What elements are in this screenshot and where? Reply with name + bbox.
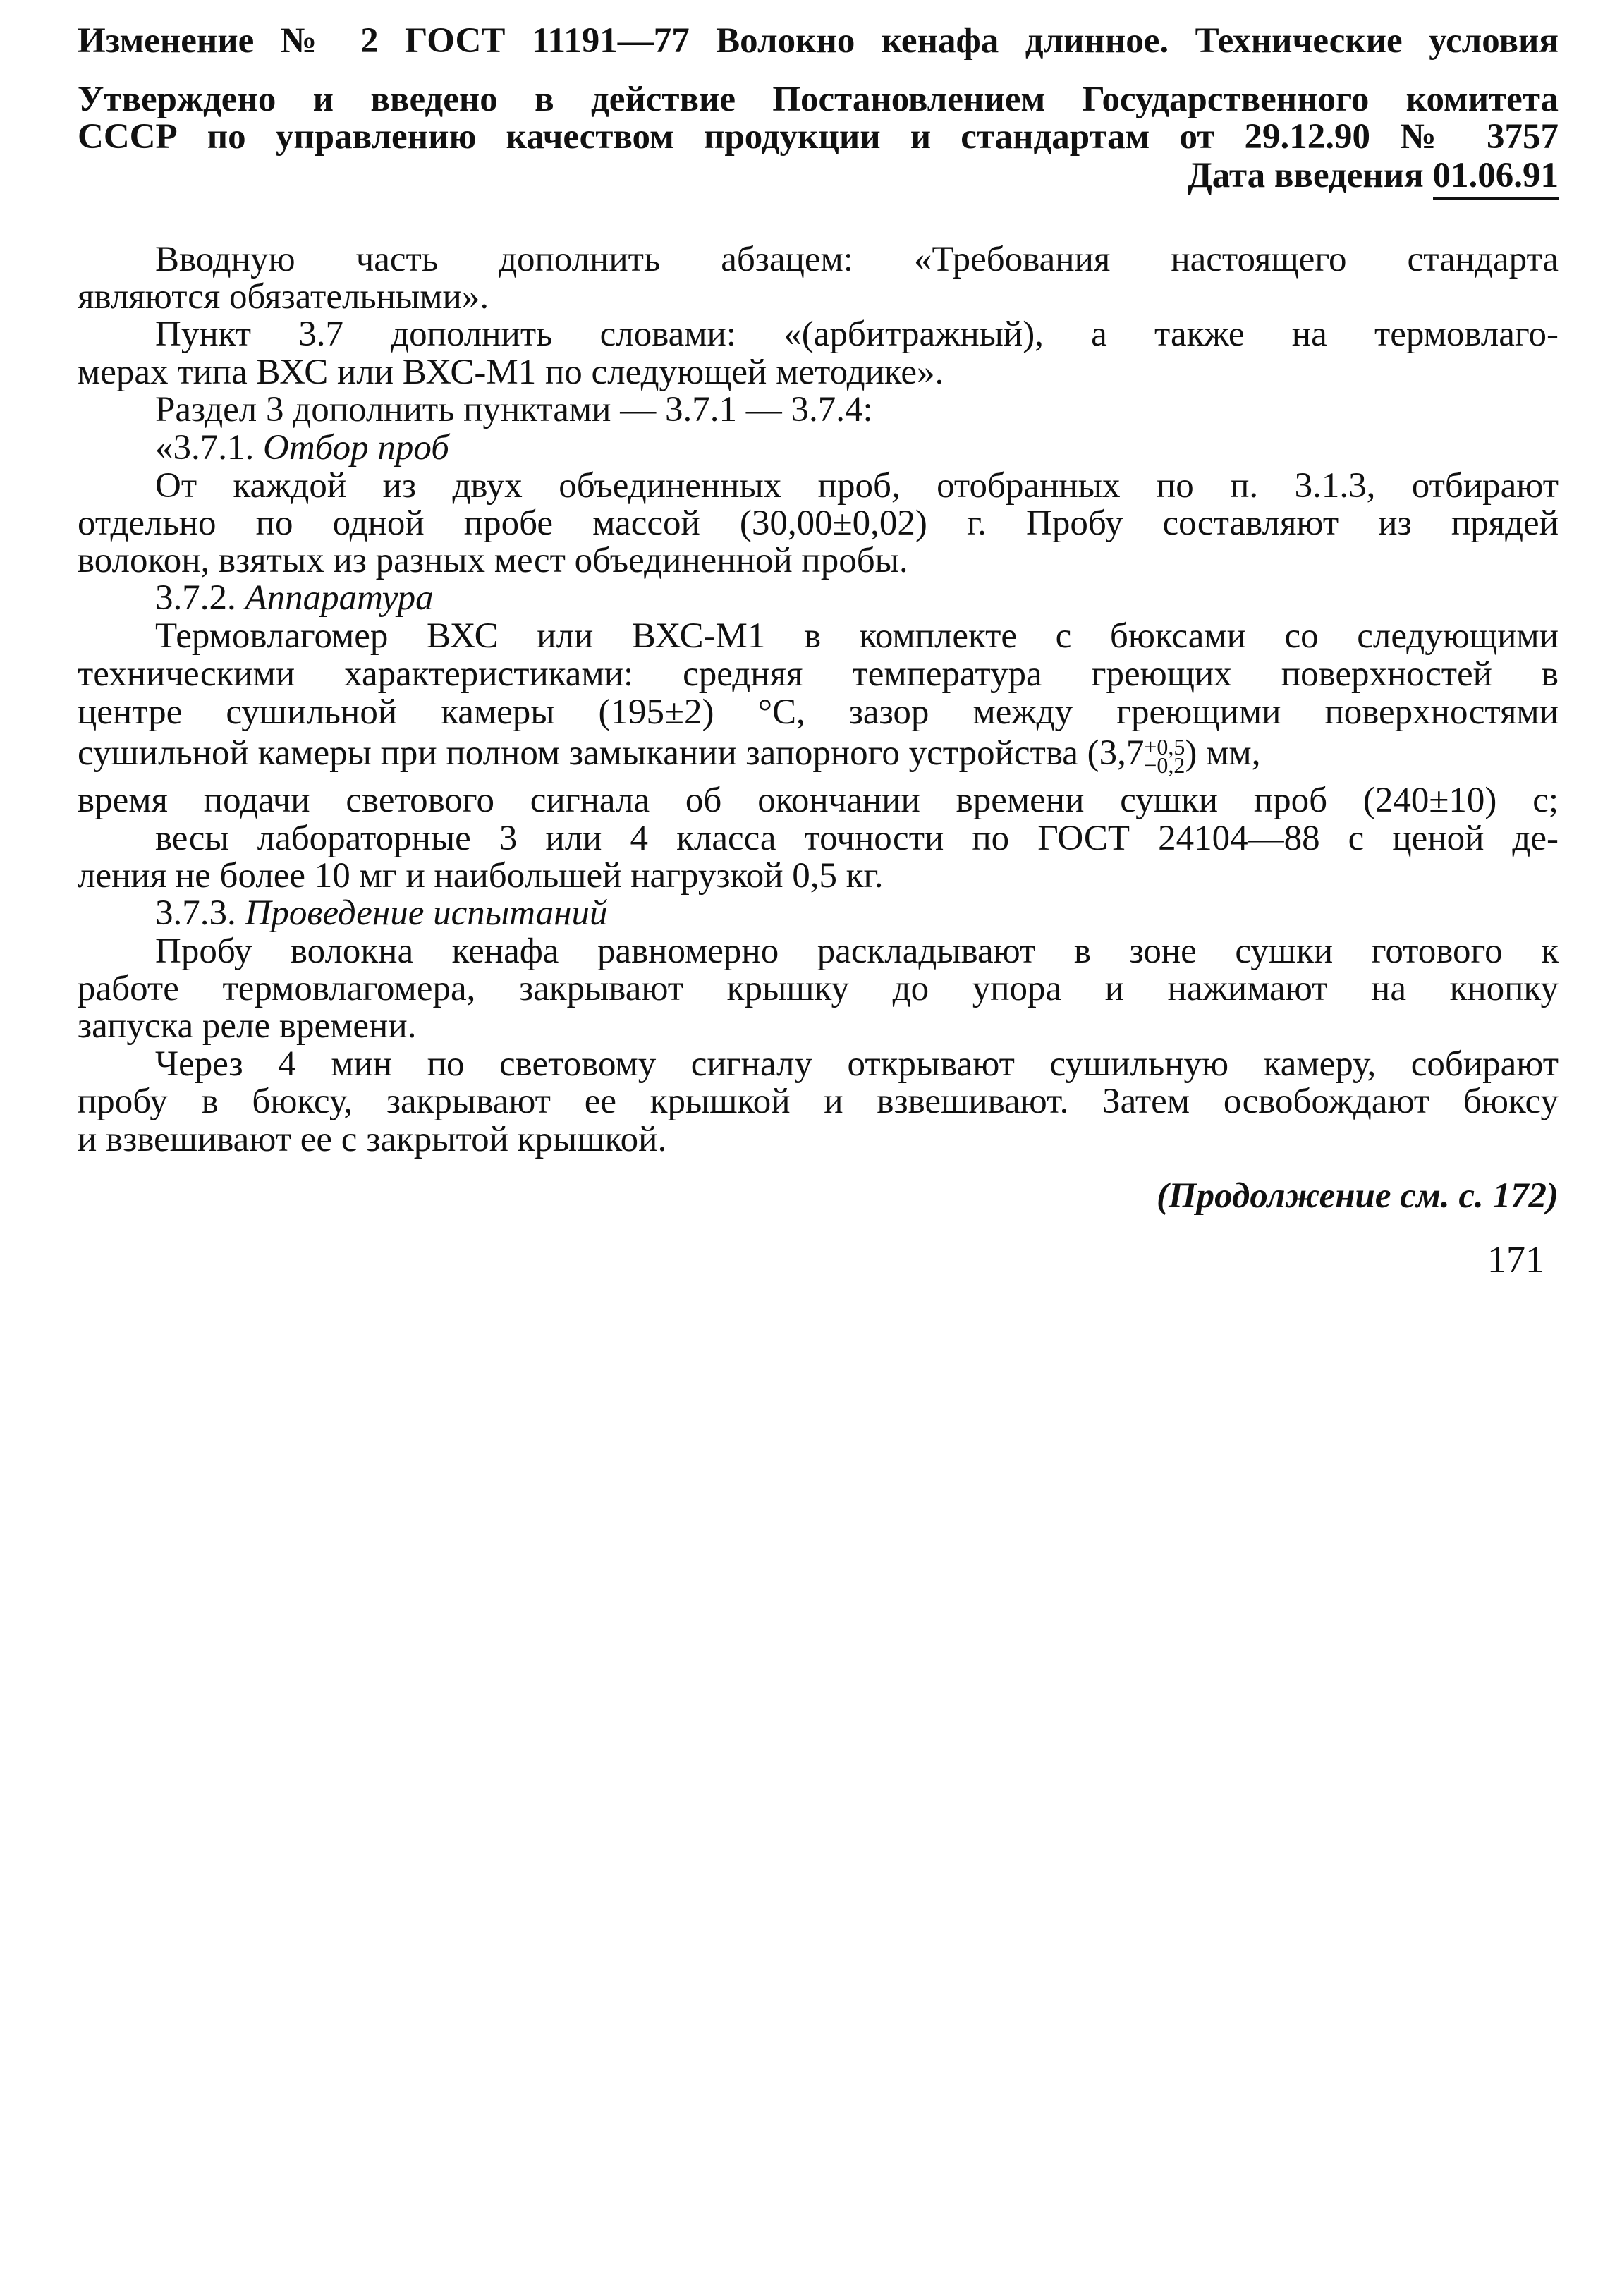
gap-spec-text: сушильной камеры при полном замыкании запорного устройства (3,7	[78, 733, 1145, 773]
heading-3-7-2	[155, 578, 1559, 618]
continuation-note: (Продолжение см. с. 172)	[1157, 1176, 1559, 1216]
para-3-7-3-line-5: пробу в бюксу, закрывают ее крышкой и взвешивают. Затем освобождают бюксу	[78, 1082, 1559, 1121]
heading-3-7-2-title: Аппаратура	[245, 578, 434, 618]
para-3-7-3-line-3: запуска реле времени.	[78, 1006, 417, 1046]
heading-3-7-3-number: 3.7.3.	[155, 893, 245, 933]
para-3-7-2-line-1: Термовлагомер ВХС или ВХС-М1 в комплекте с бюксами со следующими	[155, 616, 1559, 656]
page-number: 171	[1487, 1238, 1544, 1281]
para-3-7-3-line-2: работе термовлагомера, закрывают крышку до упора и нажимают на кнопку	[78, 969, 1559, 1008]
para-3-7-2-line-4	[78, 733, 1559, 778]
heading-3-7-3-title: Проведение испытаний	[245, 893, 608, 933]
para-3-7-2-line-7: ления не более 10 мг и наибольшей нагрузкой 0,5 кг.	[78, 856, 884, 896]
gap-tolerance	[1144, 734, 1185, 778]
para-3-7-1-line-2: отдельно по одной пробе массой (30,00±0,02) г. Пробу составляют из прядей	[78, 503, 1559, 543]
heading-3-7-1-number: «3.7.1.	[155, 428, 263, 468]
heading-3-7-3	[155, 893, 1559, 933]
intro-paragraph-line-2: являются обязательными».	[78, 277, 489, 317]
effective-date-label: Дата введения	[1187, 156, 1433, 195]
heading-3-7-2-number: 3.7.2.	[155, 578, 245, 618]
approval-line-1: Утверждено и введено в действие Постановлением Государственного комитета	[78, 80, 1559, 119]
approval-line-2: СССР по управлению качеством продукции и стандартам от 29.12.90 № 3757	[78, 117, 1559, 157]
intro-paragraph-line-1: Вводную часть дополнить абзацем: «Требования настоящего стандарта	[155, 240, 1559, 279]
para-3-7-2-line-3: центре сушильной камеры (195±2) °С, зазор между греющими поверхностями	[78, 692, 1559, 732]
para-3-7-1-line-1: От каждой из двух объединенных проб, отобранных по п. 3.1.3, отбирают	[155, 466, 1559, 506]
gap-tolerance-upper: +0,5	[1144, 734, 1185, 760]
section-3-addition: Раздел 3 дополнить пунктами — 3.7.1 — 3.7.4:	[155, 390, 873, 429]
item-3-7-line-2: мерах типа ВХС или ВХС-М1 по следующей методике».	[78, 353, 944, 392]
item-3-7-line-1: Пункт 3.7 дополнить словами: «(арбитражный), а также на термовлаго-	[155, 315, 1559, 354]
document-title: Изменение № 2 ГОСТ 11191—77 Волокно кенафа длинное. Технические условия	[78, 21, 1559, 61]
effective-date-value: 01.06.91	[1433, 156, 1559, 200]
para-3-7-2-line-2: техническими характеристиками: средняя температура греющих поверхностей в	[78, 654, 1559, 694]
heading-3-7-1-title: Отбор проб	[263, 428, 449, 468]
para-3-7-2-line-6: весы лабораторные 3 или 4 класса точности по ГОСТ 24104—88 с ценой де-	[155, 819, 1559, 858]
para-3-7-3-line-1: Пробу волокна кенафа равномерно раскладывают в зоне сушки готового к	[155, 932, 1559, 971]
para-3-7-1-line-3: волокон, взятых из разных мест объединенной пробы.	[78, 541, 908, 580]
para-3-7-2-line-5: время подачи светового сигнала об окончании времени сушки проб (240±10) с;	[78, 781, 1559, 820]
gap-spec-unit: ) мм,	[1185, 733, 1261, 773]
gap-tolerance-lower: −0,2	[1144, 752, 1185, 778]
para-3-7-3-line-6: и взвешивают ее с закрытой крышкой.	[78, 1120, 667, 1159]
para-3-7-3-line-4: Через 4 мин по световому сигналу открывают сушильную камеру, собирают	[155, 1044, 1559, 1084]
heading-3-7-1	[155, 428, 1559, 468]
effective-date-line	[78, 156, 1559, 195]
